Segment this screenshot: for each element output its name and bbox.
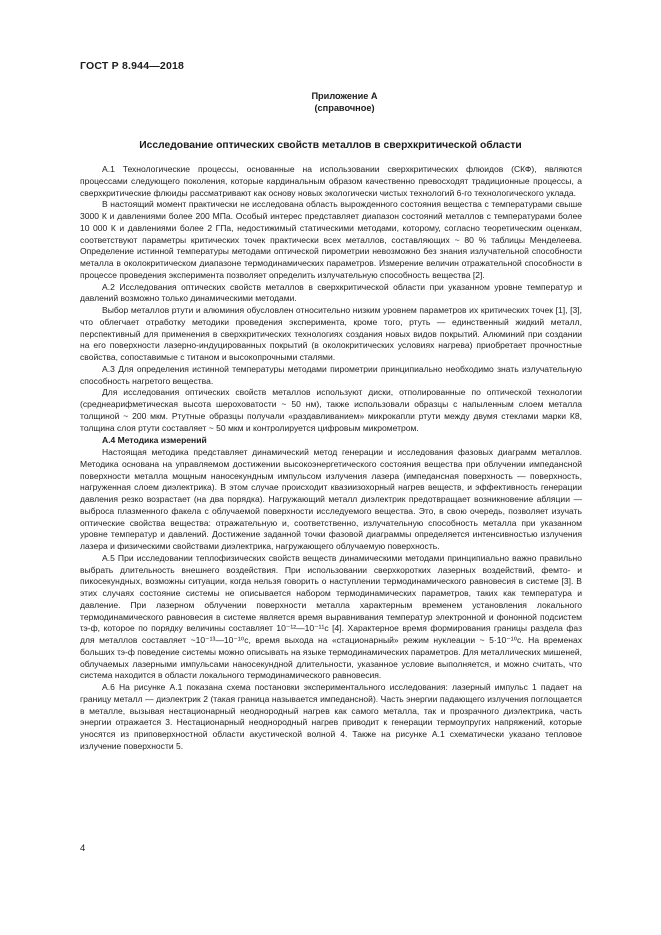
- paragraph-a4: Настоящая методика представляет динамический метод генерации и исследования фазовых диаграмм металлов. Методика основана на управляемом достижении высокоэнергетического состояния вещества при облучении импедансной поверхности металла мощным наносекундным импульсом излучения лазера (импедансная поверхность — поверхность, нагруженная слоем диэлектрика). В этом случае происходит квазиизохорный нагрев веществ, и эффективность генерации давления резко возрастает (на два порядка). Нагружающий металл диэлектрик предотвращает возникновение абляции — выброса плазменного факела с облучаемой поверхности исследуемого вещества. Это, в свою очередь, позволяет изучать оптические свойства вещества: отражательную и, соответственно, излучательную способность металла при указанном уровне температур и давлений. Достижение заданной точки фазовой диаграммы определяется интенсивностью излучения лазера и физическими свойствами диэлектрика, нагружающего облучаемую поверхность.: [80, 447, 582, 551]
- body-text: [80, 164, 582, 753]
- paragraph-a3-samples: Для исследования оптических свойств металлов используют диски, отполированные по оптической технологии (среднеарифметическая высота шероховатости ~ 50 нм), также использовали образцы с напыленным слоем металла толщиной ~ 200 мкм. Ртутные образцы получали «раздавливанием» микрокапли ртути между двумя стеклами марки К8, толщина слоя ртути составляет ~ 50 мкм и контролируется цифровым микрометром.: [80, 387, 582, 433]
- appendix-type: (справочное): [314, 103, 375, 113]
- standard-number: ГОСТ Р 8.944—2018: [80, 60, 185, 72]
- paragraph-a2: А.2 Исследования оптических свойств металлов в сверхкритической области при указанном уровне температур и давлений возможно только динамическими методами.: [80, 281, 582, 304]
- paragraph-a6: А.6 На рисунке А.1 показана схема постановки экспериментального исследования: лазерный импульс 1 падает на границу металл — диэлектрик 2 (такая граница называется импедансной). Часть энергии падающего излучения поглощается в металле, вызывая нестационарный неоднородный нагрев как самого металла, так и прозрачного диэлектрика, часть энергии отражается 3. Нестационарный неоднородный нагрев приводит к генерации термоупругих напряжений, которые уносятся из приповерхностной области акустической волной 4. Также на рисунке А.1 схематически указано тепловое излучение поверхности 5.: [80, 682, 582, 751]
- paragraph-a2-metals: Выбор металлов ртути и алюминия обусловлен относительно низким уровнем параметров их критических точек [1], [3], что облегчает отработку методики проведения эксперимента, кроме того, ртуть — единственный жидкий металл, перспективный для применения в сверхкритических технологиях создания новых видов покрытий. Алюминий при создании на его поверхности лазерно-индуцированных покрытий (в околокритических условиях нагрева) приобретает прочностные свойства, сопоставимые с титаном и высокопрочными сталями.: [80, 305, 582, 362]
- appendix-title: Исследование оптических свойств металлов в сверхкритической области: [139, 140, 522, 151]
- section-heading-a4: А.4 Методика измерений: [102, 435, 207, 446]
- page-number: 4: [80, 843, 86, 854]
- paragraph-a5: А.5 При исследовании теплофизических свойств веществ динамическими методами принципиально важно правильно выбрать длительность внешнего воздействия. При использовании сверхкоротких лазерных воздействий, фемто- и пикосекундных, возможны ситуации, когда нельзя говорить о наступлении термодинамического равновесия в системе [3]. В этих случаях состояние системы не описывается набором термодинамических параметров, таких как температура и давление. При лазерном облучении поверхности металла характерным временем установления локального термодинамического равновесия в системе является время выравнивания температур электронной и фононной подсистем τэ-ф, которое по порядку величины составляет 10⁻¹²—10⁻¹¹с [4]. Характерное время формирования границы раздела фаз для металлов составляет ~10⁻¹³—10⁻¹⁰с, время выхода на «стационарный» режим нуклеации ~ 5·10⁻¹⁰с. На временах больших τэ-ф поведение системы можно описывать на языке термодинамических параметров. Для металлических мишеней, облучаемых лазерными импульсами наносекундной длительности, указанное условие выполняется, и можно считать, что система находится в области локального термодинамического равновесия.: [80, 552, 582, 681]
- paragraph-a1: А.1 Технологические процессы, основанные на использовании сверхкритических флюидов (СКФ), являются процессами следующего поколения, которые кардинальным образом качественно превосходят традиционные процессы, а сверхкритические флюиды рассматривают как основу новых экологически чистых технологий 6-го технологического уклада.: [80, 164, 582, 198]
- paragraph-a1-state: В настоящий момент практически не исследована область вырожденного состояния вещества с температурами свыше 3000 К и давлениями более 200 МПа. Особый интерес представляет диапазон состояний металлов с температурами более 10 000 К и давлениями более 2 ГПа, недостижимый статическими методами, которому, согласно теоретическим оценкам, соответствуют параметры критических точек практически всех металлов, составляющих ~ 80 % таблицы Менделеева. Определение истинной температуры методами оптической пирометрии невозможно без знания излучательной способности металла в околокритическом диапазоне термодинамических параметров. Измерение величин отражательной способности в процессе проведения эксперимента позволяет определить излучательную способность вещества [2].: [80, 199, 582, 280]
- appendix-label: Приложение А: [311, 91, 378, 101]
- paragraph-a3: А.3 Для определения истинной температуры методами пирометрии принципиально необходимо знать излучательную способность нагретого вещества.: [80, 363, 582, 386]
